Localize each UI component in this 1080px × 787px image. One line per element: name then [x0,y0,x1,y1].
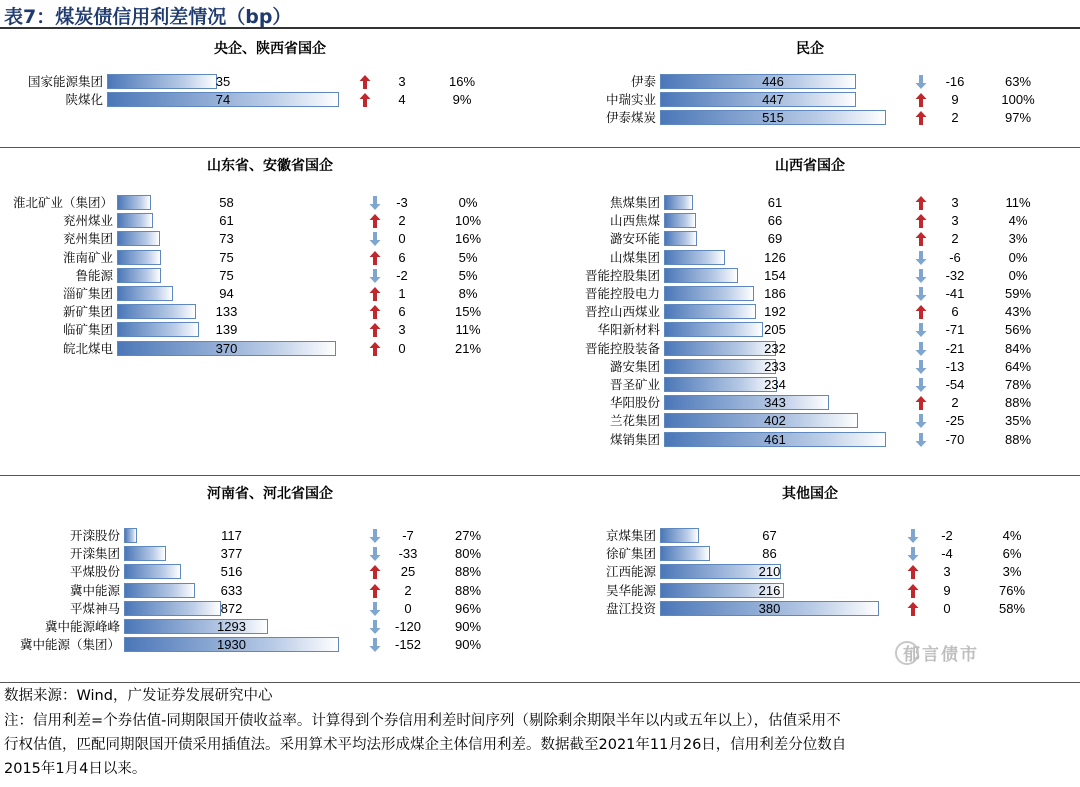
spread-percentile: 5% [458,249,478,265]
spread-change: -2 [396,267,408,283]
spread-change: 6 [398,304,406,320]
company-name: 京煤集团 [605,528,656,543]
spread-change: 2 [404,582,412,598]
company-name: 兰花集团 [609,413,660,429]
company-name: 冀中能源（集团） [19,637,120,653]
company-name: 冀中能源 [69,582,120,598]
spread-change: -2 [941,528,953,543]
table-row [0,545,540,563]
company-name: 开滦集团 [69,546,120,562]
spread-value: 872 [220,600,243,616]
spread-value: 1293 [217,619,246,634]
spread-value: 74 [215,92,231,108]
company-name: 淮南矿业 [62,249,113,265]
table-row [540,563,1080,581]
spread-value: 117 [221,528,242,543]
spread-percentile: 88% [1004,395,1032,411]
company-name: 盘江投资 [605,600,656,616]
table-row [0,582,540,600]
company-name: 皖北煤电 [62,340,113,356]
panel-title: 其他国企 [782,486,838,502]
company-name: 焦煤集团 [609,195,660,210]
spread-change: -152 [394,637,422,653]
spread-change: 3 [951,213,959,229]
spread-change: -120 [394,619,422,634]
table-row [540,582,1080,600]
spread-change: -33 [398,546,418,562]
table-row [540,545,1080,563]
spread-value: 210 [758,564,781,580]
spread-percentile: 4% [1002,528,1022,543]
divider-3 [0,682,1080,683]
spread-value: 192 [764,304,786,320]
company-name: 徐矿集团 [605,546,656,562]
spread-percentile: 64% [1004,358,1032,374]
spread-percentile: 80% [454,546,482,562]
spread-percentile: 90% [454,619,482,634]
spread-percentile: 43% [1004,304,1032,320]
company-name: 兖州煤业 [62,213,113,229]
spread-change: -32 [945,267,965,283]
spread-value: 75 [219,267,234,283]
table-title: 表7：煤炭债信用利差情况（bp） [4,6,292,28]
spread-value: 516 [220,564,243,580]
spread-percentile: 97% [1004,110,1032,126]
spread-value: 380 [758,600,781,616]
spread-change: 6 [398,249,406,265]
spread-percentile: 11% [455,322,481,338]
spread-change: -25 [945,413,965,429]
spread-change: 2 [398,213,406,229]
spread-change: 0 [398,340,406,356]
spread-percentile: 10% [454,213,482,229]
spread-value: 370 [215,340,238,356]
panel-title: 河南省、河北省国企 [207,486,333,502]
spread-percentile: 27% [454,528,482,543]
spread-percentile: 100% [1001,92,1035,108]
watermark: 郁言债市 [903,645,979,665]
table-row [0,563,540,581]
footer-note-1: 注：信用利差=个券估值-同期限国开债收益率。计算得到个券信用利差时间序列（剔除剩余期限半年以内或五年以上），估值采用不 [4,713,841,729]
spread-percentile: 90% [454,637,482,653]
panel-title: 山西省国企 [775,158,845,174]
spread-change: 2 [951,231,959,247]
spread-percentile: 0% [1008,267,1028,283]
spread-percentile: 21% [454,340,482,356]
spread-value: 234 [764,377,786,392]
company-name: 煤销集团 [609,431,660,447]
spread-value: 205 [764,322,786,338]
spread-percentile: 6% [1002,546,1022,562]
spread-percentile: 76% [998,582,1026,598]
spread-percentile: 3% [1002,564,1022,580]
company-name: 淮北矿业（集团） [12,195,113,210]
spread-percentile: 9% [452,92,472,108]
spread-value: 139 [215,322,238,338]
spread-change: 4 [398,92,406,108]
spread-change: 1 [398,286,406,301]
spread-percentile: 16% [448,74,476,89]
company-name: 鲁能源 [75,267,113,283]
spread-value: 461 [764,431,786,447]
spread-percentile: 63% [1004,74,1032,89]
spread-change: -13 [945,358,965,374]
spread-value: 232 [764,340,786,356]
spread-value: 515 [762,110,784,126]
spread-value: 35 [215,74,231,89]
spread-change: 3 [398,322,406,338]
spread-change: -6 [949,249,961,265]
spread-change: -70 [945,431,965,447]
company-name: 华阳股份 [609,395,660,411]
spread-value: 1930 [217,637,246,653]
spread-change: 2 [951,110,959,126]
company-name: 昊华能源 [605,582,656,598]
spread-value: 94 [219,286,234,301]
spread-percentile: 58% [998,600,1026,616]
company-name: 开滦股份 [69,528,120,543]
spread-value: 186 [764,286,786,301]
spread-value: 73 [219,231,234,247]
spread-change: 0 [943,600,951,616]
spread-change: 9 [943,582,951,598]
company-name: 国家能源集团 [27,74,103,89]
spread-value: 58 [219,195,234,210]
spread-percentile: 16% [454,231,482,247]
spread-percentile: 84% [1004,340,1032,356]
table-row [0,636,540,654]
spread-change: 3 [951,195,959,210]
spread-percentile: 4% [1008,213,1028,229]
spread-change: -21 [945,340,965,356]
spread-percentile: 5% [458,267,478,283]
spread-value: 66 [767,213,783,229]
table-row [0,618,540,636]
spread-value: 377 [220,546,243,562]
spread-percentile: 88% [454,564,482,580]
spread-percentile: 11% [1005,195,1031,210]
spread-value: 446 [762,74,784,89]
spread-change: 0 [404,600,412,616]
spread-percentile: 88% [454,582,482,598]
spread-percentile: 88% [1004,431,1032,447]
spread-percentile: 15% [454,304,482,320]
company-name: 晋能控股装备 [584,340,660,356]
spread-change: 3 [398,74,406,89]
spread-percentile: 56% [1004,322,1032,338]
company-name: 中瑞实业 [605,92,656,108]
company-name: 晋能控股电力 [584,286,660,301]
spread-value: 402 [764,413,786,429]
table-row [540,527,1080,545]
footer-note-2: 行权估值，匹配同期限国开债采用插值法。采用算术平均法形成煤企主体信用利差。数据截至2021年11月26日，信用利差分位数自 [4,737,847,753]
spread-change: 3 [943,564,951,580]
spread-change: -3 [396,195,408,210]
company-name: 江西能源 [605,564,656,580]
panel-title: 山东省、安徽省国企 [207,158,333,174]
company-name: 平煤股份 [69,564,120,580]
spread-percentile: 8% [458,286,478,301]
spread-value: 233 [764,358,786,374]
company-name: 华阳新材料 [597,322,660,338]
spread-value: 343 [764,395,786,411]
company-name: 山煤集团 [609,249,660,265]
spread-value: 61 [767,195,783,210]
panel-henan-hebei [0,0,540,680]
spread-change: -16 [945,74,965,89]
spread-value: 633 [220,582,243,598]
spread-change: -41 [945,286,965,301]
company-name: 晋控山西煤业 [584,304,660,320]
company-name: 潞安集团 [609,358,660,374]
company-name: 潞安环能 [609,231,660,247]
spread-value: 154 [764,267,786,283]
spread-value: 61 [219,213,234,229]
company-name: 山西焦煤 [609,213,660,229]
spread-percentile: 78% [1004,377,1032,392]
spread-value: 126 [764,249,786,265]
spread-value: 133 [215,304,238,320]
company-name: 伊泰煤炭 [605,110,656,126]
spread-value: 75 [219,249,234,265]
spread-value: 86 [762,546,777,562]
spread-change: -7 [402,528,414,543]
company-name: 临矿集团 [62,322,113,338]
spread-value: 67 [762,528,777,543]
spread-percentile: 0% [458,195,478,210]
spread-change: -4 [941,546,953,562]
company-name: 新矿集团 [62,304,113,320]
spread-change: 25 [400,564,416,580]
company-name: 平煤神马 [69,600,120,616]
company-name: 晋圣矿业 [609,377,660,392]
table-row [0,600,540,618]
company-name: 伊泰 [630,74,656,89]
spread-change: 9 [951,92,959,108]
spread-percentile: 3% [1008,231,1028,247]
spread-percentile: 96% [454,600,482,616]
company-name: 冀中能源峰峰 [44,619,120,634]
spread-change: 6 [951,304,959,320]
company-name: 晋能控股集团 [584,267,660,283]
panel-other [540,0,1080,680]
company-name: 陕煤化 [65,92,103,108]
spread-percentile: 0% [1008,249,1028,265]
company-name: 兖州集团 [62,231,113,247]
spread-value: 216 [758,582,781,598]
spread-change: 0 [398,231,406,247]
panel-title: 央企、陕西省国企 [214,41,326,57]
panel-title: 民企 [796,41,824,57]
spread-change: -71 [945,322,965,338]
spread-percentile: 59% [1004,286,1032,301]
spread-change: -54 [945,377,965,392]
footer-source: 数据来源：Wind，广发证券发展研究中心 [4,688,273,704]
spread-change: 2 [951,395,959,411]
table-row [540,600,1080,618]
spread-value: 447 [762,92,784,108]
footer-note-3: 2015年1月4日以来。 [4,761,147,777]
spread-percentile: 35% [1004,413,1032,429]
spread-value: 69 [767,231,783,247]
company-name: 淄矿集团 [62,286,113,301]
table-row [0,527,540,545]
